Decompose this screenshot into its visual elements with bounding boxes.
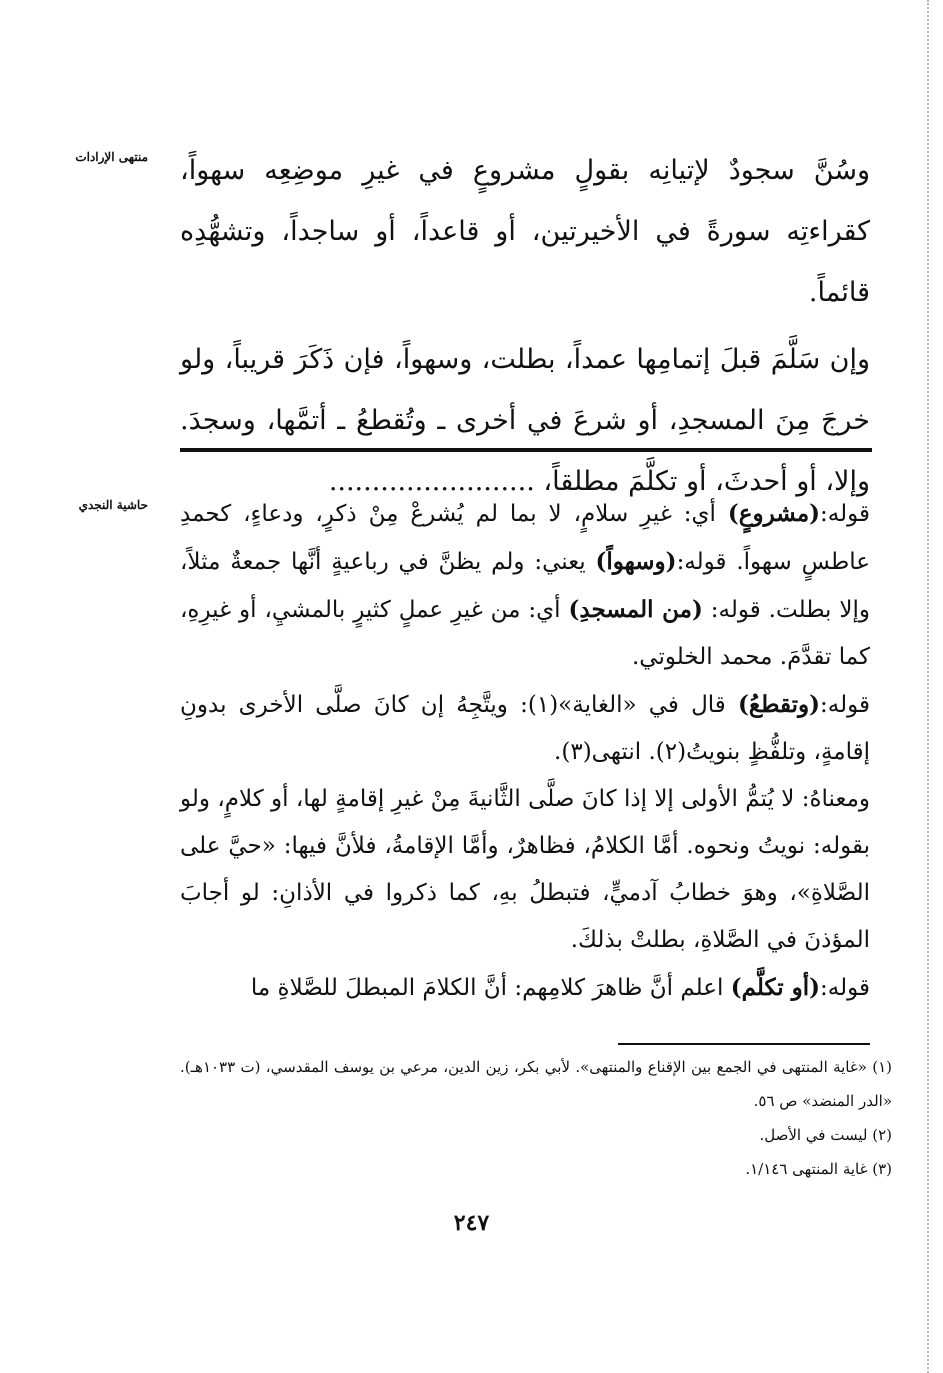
quote-prefix: قوله: [820,975,870,1001]
commentary-text [180,490,870,1012]
quote-prefix: قوله: [820,501,870,527]
quote-prefix: قوله: [702,597,761,623]
side-label-main: منتهى الإرادات [75,150,148,164]
main-paragraph-1: وسُنَّ سجودٌ لإتيانِه بقولٍ مشروعٍ في غيرِ موضِعِه سهواً، كقراءتِه سورةً في الأخيرتين، أو قاعداً، أو ساجداً، وتشهُّدِه قائماً. [180,155,870,308]
footnote-3: (٣) غاية المنتهى ١/١٤٦. [745,1160,892,1178]
quote-prefix: قوله: [820,692,870,718]
footnote-separator [618,1043,870,1045]
footnote-2: (٢) ليست في الأصل. [759,1126,892,1144]
margin-dotted-line [927,0,929,1373]
headword: (أو تكلَّم) [730,974,821,1001]
side-label-commentary: حاشية النجدي [78,498,148,512]
commentary-text-span: قال في «الغاية»(١): ويتَّجِهُ إن كانَ صلَّى الأخرى بدونِ إقامةٍ، وتلفُّظٍ بنويتُ(٢). انتهى(٣). [180,692,870,765]
headword: (من المسجدِ) [568,596,703,623]
page-number: ٢٤٧ [453,1210,490,1236]
headword: (مشروعٍ) [727,500,821,527]
commentary-paragraph-4 [180,964,870,1012]
quote-prefix: قوله: [676,549,727,575]
commentary-text-span: أي: غيرِ سلامٍ، لا بما لم يُشرعْ مِنْ ذكرٍ، ودعاءٍ، كحمدِ عاطسٍ سهواً. [180,501,870,575]
commentary-text-span: اعلم أنَّ ظاهرَ كلامِهم: أنَّ الكلامَ المبطلَ للصَّلاةِ ما [250,975,731,1001]
commentary-paragraph-3: ومعناهُ: لا يُتمُّ الأولى إلا إذا كانَ صلَّى الثَّانيةَ مِنْ غيرِ إقامةٍ لها، أو كلامٍ، ولو بقوله: نويتُ ونحوه. أمَّا الكلامُ، فظاهرٌ، وأمَّا الإقامةُ، فلأنَّ فيها: «حيَّ على الصَّلاةِ»، وهوَ خطابُ آدميٍّ، فتبطلُ بهِ، كما ذكروا في الأذانِ: لو أجابَ المؤذنَ في الصَّلاةِ، بطلتْ بذلكَ. [180,786,871,953]
section-separator [180,448,872,452]
commentary-text-span: أي: من غيرِ عملٍ كثيرٍ بالمشيِ، أو غيرِهِ، كما تقدَّمَ. محمد الخلوتي. [180,597,870,670]
footnote-1: (١) «غاية المنتهى في الجمع بين الإقناع والمنتهى». لأبي بكر، زين الدين، مرعي بن يوسف المقدسي، (ت ١٠٣٣هـ). «الدر المنضد» ص ٥٦. [180,1058,892,1110]
footnotes [180,1050,892,1186]
main-paragraph-2: وإن سَلَّمَ قبلَ إتمامِها عمداً، بطلت، وسهواً، فإن ذَكَرَ قريباً، ولو خرجَ مِنَ المسجدِ، أو شرعَ في أخرى ـ وتُقطعُ ـ أتمَّها، وسجدَ. وإلا، أو أحدثَ، أو تكلَّمَ مطلقاً، ........................ [180,344,870,497]
commentary-text-span: يعني: ولم يظنَّ في رباعيةٍ أنَّها جمعةٌ مثلاً، وإلا بطلت. [180,549,871,623]
headword: (وتقطعُ) [738,691,821,718]
commentary-paragraph-2 [180,681,870,776]
commentary-paragraph-1 [180,490,870,681]
main-text [180,140,870,512]
headword: (وسهواً) [595,548,677,575]
